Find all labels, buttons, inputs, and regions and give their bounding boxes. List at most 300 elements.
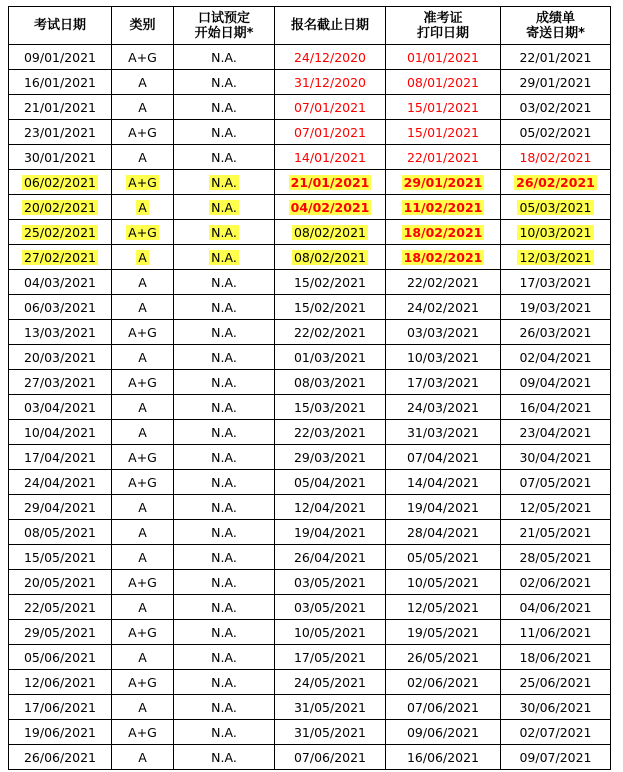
cell-exam-date xyxy=(9,145,112,170)
cell-exam-date xyxy=(9,295,112,320)
cell-value: N.A. xyxy=(211,124,237,140)
cell-value: 03/02/2021 xyxy=(519,99,592,115)
cell-registration-deadline xyxy=(275,170,386,195)
cell-value: A+G xyxy=(128,124,157,140)
cell-admission-ticket-print-date xyxy=(386,345,501,370)
cell-value: 26/05/2021 xyxy=(406,649,480,665)
cell-registration-deadline xyxy=(275,645,386,670)
cell-registration-deadline xyxy=(275,470,386,495)
cell-value: 09/01/2021 xyxy=(23,49,97,65)
cell-oral-test-start-date xyxy=(174,145,275,170)
cell-transcript-mail-date xyxy=(501,570,611,595)
cell-value: 26/02/2021 xyxy=(516,174,595,190)
cell-value: N.A. xyxy=(211,149,237,165)
cell-oral-test-start-date xyxy=(174,570,275,595)
column-header-line: 口试预定 xyxy=(197,10,250,26)
cell-oral-test-start-date xyxy=(174,395,275,420)
cell-value: A+G xyxy=(128,324,157,340)
cell-value: 24/03/2021 xyxy=(406,399,480,415)
cell-value: N.A. xyxy=(211,549,237,565)
cell-value: 16/01/2021 xyxy=(23,74,97,90)
cell-value: 14/04/2021 xyxy=(406,474,480,490)
cell-category xyxy=(112,45,174,70)
cell-value: N.A. xyxy=(211,499,237,515)
cell-value: N.A. xyxy=(211,474,237,490)
cell-value: A xyxy=(138,299,147,315)
cell-oral-test-start-date xyxy=(174,670,275,695)
cell-registration-deadline xyxy=(275,370,386,395)
cell-registration-deadline xyxy=(275,270,386,295)
cell-exam-date xyxy=(9,470,112,495)
cell-category xyxy=(112,595,174,620)
cell-transcript-mail-date xyxy=(501,45,611,70)
cell-registration-deadline xyxy=(275,145,386,170)
cell-value: 22/01/2021 xyxy=(406,149,480,165)
cell-exam-date xyxy=(9,95,112,120)
cell-category xyxy=(112,295,174,320)
column-header-registration-deadline xyxy=(275,7,386,45)
cell-value: 02/07/2021 xyxy=(519,724,592,740)
cell-transcript-mail-date xyxy=(501,295,611,320)
table-body xyxy=(9,45,611,770)
cell-exam-date xyxy=(9,245,112,270)
table-row xyxy=(9,170,611,195)
column-header-transcript-mail-date xyxy=(501,7,611,45)
cell-value: 05/03/2021 xyxy=(519,199,592,215)
cell-value: 08/05/2021 xyxy=(23,524,97,540)
cell-category xyxy=(112,170,174,195)
cell-value: 10/05/2021 xyxy=(293,624,367,640)
table-row xyxy=(9,745,611,770)
cell-admission-ticket-print-date xyxy=(386,170,501,195)
cell-oral-test-start-date xyxy=(174,270,275,295)
cell-transcript-mail-date xyxy=(501,145,611,170)
cell-value: 05/06/2021 xyxy=(23,649,97,665)
column-header-line: 成绩单 xyxy=(535,10,575,26)
cell-transcript-mail-date xyxy=(501,545,611,570)
table-row xyxy=(9,370,611,395)
cell-category xyxy=(112,545,174,570)
exam-schedule-table xyxy=(8,6,611,770)
cell-transcript-mail-date xyxy=(501,370,611,395)
cell-registration-deadline xyxy=(275,95,386,120)
cell-value: 15/02/2021 xyxy=(293,299,367,315)
cell-admission-ticket-print-date xyxy=(386,220,501,245)
cell-value: 20/02/2021 xyxy=(23,199,97,215)
cell-value: A+G xyxy=(128,474,157,490)
table-row xyxy=(9,595,611,620)
cell-category xyxy=(112,220,174,245)
cell-value: 23/04/2021 xyxy=(519,424,592,440)
cell-value: 29/04/2021 xyxy=(23,499,97,515)
table-row xyxy=(9,95,611,120)
cell-value: 29/05/2021 xyxy=(23,624,97,640)
cell-oral-test-start-date xyxy=(174,70,275,95)
cell-admission-ticket-print-date xyxy=(386,595,501,620)
cell-value: A+G xyxy=(128,674,157,690)
cell-value: A xyxy=(138,99,147,115)
cell-value: 05/04/2021 xyxy=(293,474,367,490)
cell-oral-test-start-date xyxy=(174,220,275,245)
cell-exam-date xyxy=(9,370,112,395)
cell-value: N.A. xyxy=(211,674,237,690)
cell-value: 07/04/2021 xyxy=(406,449,480,465)
cell-category xyxy=(112,670,174,695)
table-row xyxy=(9,670,611,695)
cell-transcript-mail-date xyxy=(501,245,611,270)
table-row xyxy=(9,245,611,270)
cell-admission-ticket-print-date xyxy=(386,120,501,145)
cell-category xyxy=(112,395,174,420)
cell-oral-test-start-date xyxy=(174,195,275,220)
cell-value: 29/03/2021 xyxy=(293,449,367,465)
cell-value: A+G xyxy=(128,724,157,740)
cell-value: 19/03/2021 xyxy=(519,299,592,315)
table-row xyxy=(9,320,611,345)
cell-value: 31/05/2021 xyxy=(293,724,367,740)
cell-admission-ticket-print-date xyxy=(386,720,501,745)
cell-oral-test-start-date xyxy=(174,595,275,620)
cell-value: 02/06/2021 xyxy=(406,674,480,690)
cell-oral-test-start-date xyxy=(174,45,275,70)
cell-category xyxy=(112,270,174,295)
table-row xyxy=(9,620,611,645)
cell-value: 19/06/2021 xyxy=(23,724,97,740)
cell-exam-date xyxy=(9,545,112,570)
cell-value: N.A. xyxy=(211,49,237,65)
cell-value: A xyxy=(138,424,147,440)
cell-value: 15/05/2021 xyxy=(23,549,97,565)
cell-value: 29/01/2021 xyxy=(519,74,592,90)
cell-exam-date xyxy=(9,270,112,295)
cell-value: 13/03/2021 xyxy=(23,324,97,340)
cell-transcript-mail-date xyxy=(501,670,611,695)
cell-admission-ticket-print-date xyxy=(386,145,501,170)
cell-value: 28/04/2021 xyxy=(406,524,480,540)
cell-transcript-mail-date xyxy=(501,595,611,620)
cell-value: 07/01/2021 xyxy=(293,124,367,140)
cell-value: 02/04/2021 xyxy=(519,349,592,365)
cell-admission-ticket-print-date xyxy=(386,45,501,70)
cell-value: 07/01/2021 xyxy=(293,99,367,115)
cell-exam-date xyxy=(9,345,112,370)
cell-registration-deadline xyxy=(275,545,386,570)
cell-value: A xyxy=(138,199,147,215)
cell-value: 06/02/2021 xyxy=(23,174,97,190)
cell-transcript-mail-date xyxy=(501,745,611,770)
cell-value: 09/07/2021 xyxy=(519,749,592,765)
cell-value: 17/04/2021 xyxy=(23,449,97,465)
table-row xyxy=(9,195,611,220)
cell-value: 10/03/2021 xyxy=(519,224,592,240)
cell-transcript-mail-date xyxy=(501,170,611,195)
table-row xyxy=(9,120,611,145)
cell-transcript-mail-date xyxy=(501,345,611,370)
cell-category xyxy=(112,720,174,745)
cell-value: 07/06/2021 xyxy=(293,749,367,765)
cell-value: 18/02/2021 xyxy=(403,224,483,240)
cell-registration-deadline xyxy=(275,445,386,470)
cell-registration-deadline xyxy=(275,195,386,220)
cell-value: 12/05/2021 xyxy=(519,499,592,515)
cell-value: A xyxy=(138,399,147,415)
cell-exam-date xyxy=(9,445,112,470)
cell-oral-test-start-date xyxy=(174,420,275,445)
cell-value: 19/04/2021 xyxy=(406,499,480,515)
cell-registration-deadline xyxy=(275,245,386,270)
cell-oral-test-start-date xyxy=(174,545,275,570)
cell-value: 14/01/2021 xyxy=(293,149,367,165)
cell-category xyxy=(112,445,174,470)
cell-admission-ticket-print-date xyxy=(386,545,501,570)
cell-value: 03/05/2021 xyxy=(293,574,367,590)
table-row xyxy=(9,295,611,320)
cell-category xyxy=(112,320,174,345)
cell-oral-test-start-date xyxy=(174,295,275,320)
cell-value: 21/01/2021 xyxy=(23,99,97,115)
cell-value: 11/02/2021 xyxy=(403,199,483,215)
cell-value: 18/02/2021 xyxy=(519,149,592,165)
column-header-line: 考试日期 xyxy=(33,18,86,33)
cell-value: N.A. xyxy=(211,399,237,415)
cell-value: 24/05/2021 xyxy=(293,674,367,690)
cell-exam-date xyxy=(9,645,112,670)
cell-transcript-mail-date xyxy=(501,270,611,295)
cell-value: 03/05/2021 xyxy=(293,599,367,615)
cell-admission-ticket-print-date xyxy=(386,695,501,720)
cell-registration-deadline xyxy=(275,420,386,445)
cell-admission-ticket-print-date xyxy=(386,70,501,95)
cell-value: 04/03/2021 xyxy=(23,274,97,290)
cell-category xyxy=(112,95,174,120)
cell-category xyxy=(112,370,174,395)
cell-admission-ticket-print-date xyxy=(386,495,501,520)
column-header-category xyxy=(112,7,174,45)
cell-admission-ticket-print-date xyxy=(386,570,501,595)
cell-value: 26/06/2021 xyxy=(23,749,97,765)
cell-exam-date xyxy=(9,195,112,220)
cell-value: 07/06/2021 xyxy=(406,699,480,715)
cell-value: A xyxy=(138,749,147,765)
table-row xyxy=(9,270,611,295)
table-row xyxy=(9,570,611,595)
cell-oral-test-start-date xyxy=(174,345,275,370)
cell-exam-date xyxy=(9,70,112,95)
cell-exam-date xyxy=(9,495,112,520)
cell-value: 04/02/2021 xyxy=(290,199,370,215)
cell-value: N.A. xyxy=(211,524,237,540)
table-row xyxy=(9,70,611,95)
table-row xyxy=(9,395,611,420)
cell-value: 22/01/2021 xyxy=(519,49,592,65)
cell-value: 12/03/2021 xyxy=(519,249,592,265)
cell-value: 16/06/2021 xyxy=(406,749,480,765)
cell-value: 15/02/2021 xyxy=(293,274,367,290)
cell-value: 17/05/2021 xyxy=(293,649,367,665)
cell-registration-deadline xyxy=(275,720,386,745)
cell-value: 05/02/2021 xyxy=(519,124,592,140)
cell-value: 31/12/2020 xyxy=(293,74,367,90)
cell-value: A xyxy=(138,499,147,515)
cell-value: 07/05/2021 xyxy=(519,474,592,490)
cell-value: N.A. xyxy=(211,424,237,440)
cell-value: N.A. xyxy=(211,249,237,265)
cell-value: 11/06/2021 xyxy=(519,624,592,640)
cell-value: 01/03/2021 xyxy=(293,349,367,365)
cell-value: A xyxy=(138,599,147,615)
cell-registration-deadline xyxy=(275,620,386,645)
cell-value: 20/05/2021 xyxy=(23,574,97,590)
cell-value: 24/12/2020 xyxy=(293,49,367,65)
cell-admission-ticket-print-date xyxy=(386,95,501,120)
cell-transcript-mail-date xyxy=(501,395,611,420)
cell-value: N.A. xyxy=(211,349,237,365)
cell-value: 25/02/2021 xyxy=(23,224,97,240)
cell-registration-deadline xyxy=(275,70,386,95)
cell-transcript-mail-date xyxy=(501,120,611,145)
cell-exam-date xyxy=(9,720,112,745)
cell-value: 09/06/2021 xyxy=(406,724,480,740)
cell-admission-ticket-print-date xyxy=(386,195,501,220)
table-row xyxy=(9,695,611,720)
cell-value: 17/06/2021 xyxy=(23,699,97,715)
cell-value: N.A. xyxy=(211,274,237,290)
table-row xyxy=(9,220,611,245)
cell-value: 10/03/2021 xyxy=(406,349,480,365)
cell-value: A xyxy=(138,649,147,665)
cell-registration-deadline xyxy=(275,595,386,620)
cell-admission-ticket-print-date xyxy=(386,370,501,395)
cell-registration-deadline xyxy=(275,520,386,545)
cell-value: 22/02/2021 xyxy=(406,274,480,290)
cell-value: 18/02/2021 xyxy=(403,249,483,265)
cell-admission-ticket-print-date xyxy=(386,245,501,270)
cell-value: 12/04/2021 xyxy=(293,499,367,515)
cell-registration-deadline xyxy=(275,45,386,70)
cell-oral-test-start-date xyxy=(174,95,275,120)
cell-value: A xyxy=(138,549,147,565)
column-header-line: 开始日期* xyxy=(194,25,254,41)
cell-value: N.A. xyxy=(211,449,237,465)
cell-value: 05/05/2021 xyxy=(406,549,480,565)
cell-value: A xyxy=(138,74,147,90)
cell-value: 15/03/2021 xyxy=(293,399,367,415)
cell-oral-test-start-date xyxy=(174,445,275,470)
cell-admission-ticket-print-date xyxy=(386,645,501,670)
cell-value: 08/03/2021 xyxy=(293,374,367,390)
cell-value: A xyxy=(138,524,147,540)
cell-transcript-mail-date xyxy=(501,470,611,495)
cell-value: 15/01/2021 xyxy=(406,99,480,115)
cell-category xyxy=(112,195,174,220)
cell-value: 16/04/2021 xyxy=(519,399,592,415)
cell-exam-date xyxy=(9,395,112,420)
table-row xyxy=(9,545,611,570)
cell-value: 04/06/2021 xyxy=(519,599,592,615)
cell-oral-test-start-date xyxy=(174,120,275,145)
cell-category xyxy=(112,345,174,370)
column-header-line: 报名截止日期 xyxy=(290,18,369,33)
table-row xyxy=(9,495,611,520)
cell-value: 30/06/2021 xyxy=(519,699,592,715)
cell-registration-deadline xyxy=(275,695,386,720)
cell-value: N.A. xyxy=(211,374,237,390)
cell-value: 21/01/2021 xyxy=(290,174,370,190)
cell-value: 23/01/2021 xyxy=(23,124,97,140)
cell-value: 12/05/2021 xyxy=(406,599,480,615)
cell-transcript-mail-date xyxy=(501,520,611,545)
cell-value: 26/03/2021 xyxy=(519,324,592,340)
cell-transcript-mail-date xyxy=(501,320,611,345)
cell-value: N.A. xyxy=(211,624,237,640)
cell-value: 19/04/2021 xyxy=(293,524,367,540)
cell-registration-deadline xyxy=(275,670,386,695)
cell-transcript-mail-date xyxy=(501,445,611,470)
cell-admission-ticket-print-date xyxy=(386,420,501,445)
cell-value: A xyxy=(138,699,147,715)
cell-exam-date xyxy=(9,120,112,145)
cell-value: 10/05/2021 xyxy=(406,574,480,590)
cell-admission-ticket-print-date xyxy=(386,620,501,645)
cell-exam-date xyxy=(9,670,112,695)
cell-oral-test-start-date xyxy=(174,370,275,395)
cell-category xyxy=(112,520,174,545)
cell-value: 08/02/2021 xyxy=(293,249,367,265)
cell-value: N.A. xyxy=(211,74,237,90)
cell-value: 06/03/2021 xyxy=(23,299,97,315)
column-header-line: 打印日期 xyxy=(416,25,469,41)
cell-category xyxy=(112,620,174,645)
cell-value: A+G xyxy=(128,224,157,240)
column-header-oral-test-start-date xyxy=(174,7,275,45)
cell-transcript-mail-date xyxy=(501,495,611,520)
cell-transcript-mail-date xyxy=(501,420,611,445)
cell-admission-ticket-print-date xyxy=(386,270,501,295)
cell-value: 17/03/2021 xyxy=(519,274,592,290)
cell-value: 10/04/2021 xyxy=(23,424,97,440)
cell-admission-ticket-print-date xyxy=(386,445,501,470)
cell-value: A xyxy=(138,274,147,290)
cell-value: 21/05/2021 xyxy=(519,524,592,540)
cell-value: A+G xyxy=(128,374,157,390)
cell-value: A xyxy=(138,249,147,265)
cell-category xyxy=(112,645,174,670)
cell-admission-ticket-print-date xyxy=(386,670,501,695)
table-row xyxy=(9,145,611,170)
cell-value: A+G xyxy=(128,174,157,190)
cell-value: 18/06/2021 xyxy=(519,649,592,665)
cell-admission-ticket-print-date xyxy=(386,320,501,345)
cell-oral-test-start-date xyxy=(174,320,275,345)
cell-value: 03/04/2021 xyxy=(23,399,97,415)
cell-oral-test-start-date xyxy=(174,620,275,645)
cell-transcript-mail-date xyxy=(501,620,611,645)
cell-value: A+G xyxy=(128,574,157,590)
cell-value: N.A. xyxy=(211,299,237,315)
cell-value: 30/04/2021 xyxy=(519,449,592,465)
cell-value: N.A. xyxy=(211,574,237,590)
cell-oral-test-start-date xyxy=(174,720,275,745)
cell-oral-test-start-date xyxy=(174,745,275,770)
cell-registration-deadline xyxy=(275,220,386,245)
cell-category xyxy=(112,570,174,595)
cell-transcript-mail-date xyxy=(501,695,611,720)
cell-value: 22/02/2021 xyxy=(293,324,367,340)
cell-oral-test-start-date xyxy=(174,170,275,195)
cell-registration-deadline xyxy=(275,745,386,770)
cell-oral-test-start-date xyxy=(174,245,275,270)
table-row xyxy=(9,45,611,70)
